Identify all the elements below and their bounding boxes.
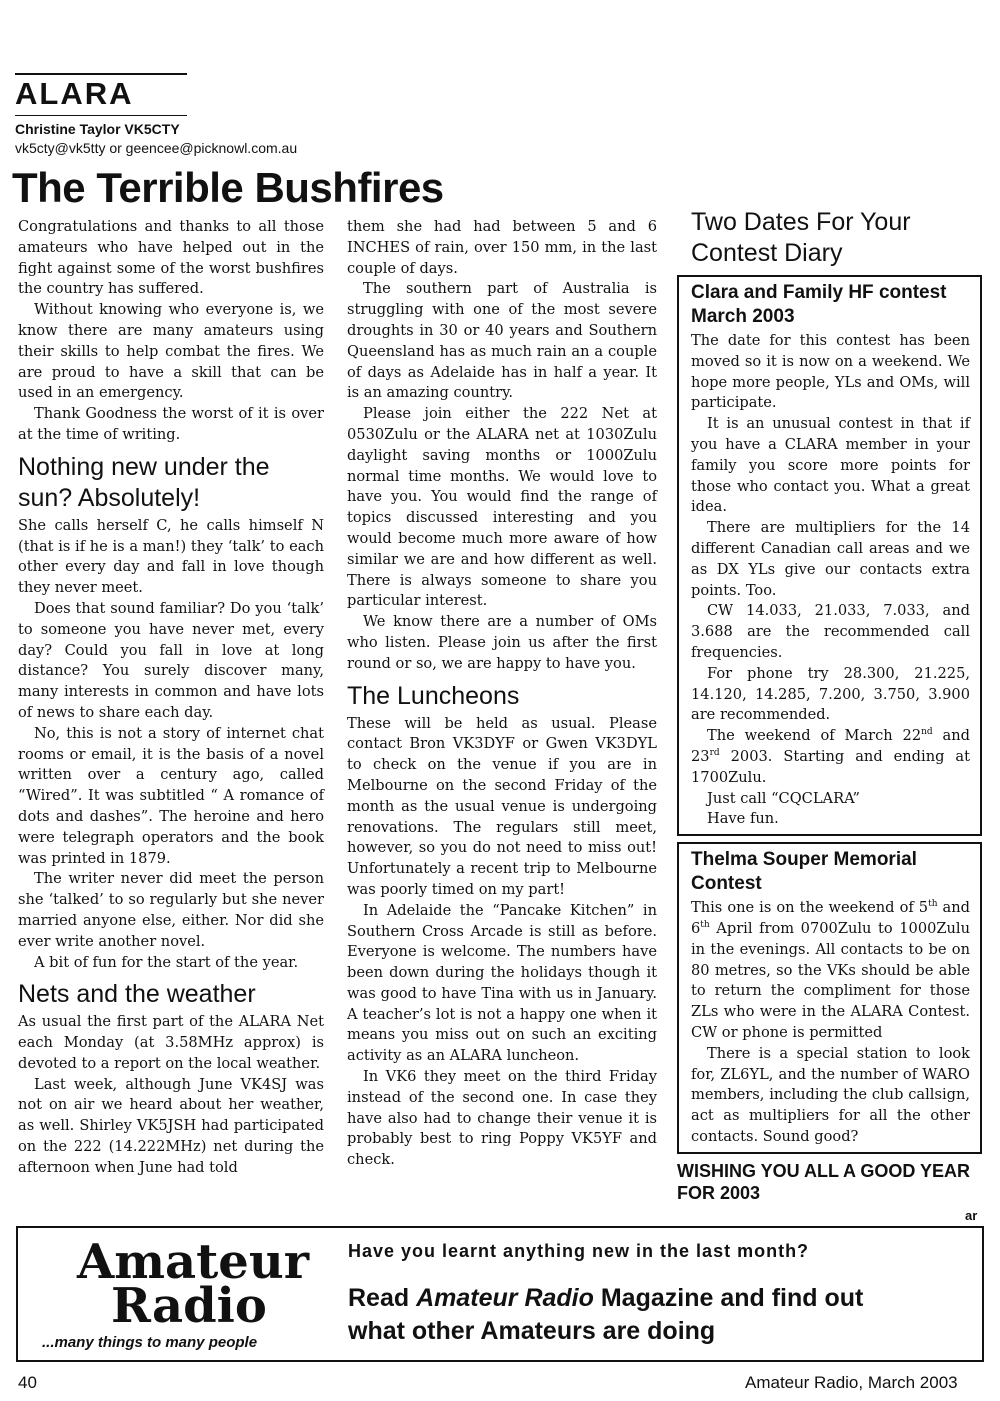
logo-line-2: Radio [111,1278,267,1326]
paragraph: She calls herself C, he calls himself N (that is if he is a man!) they ‘talk’ to each other every day and fall in love though they never meet. [18,516,324,597]
thelma-contest-title: Thelma Souper Memorial Contest [691,849,917,895]
paragraph: Does that sound familiar? Do you ‘talk’ to someone you have never met, every day? Could you fall in love at long distance? You surely discover many, many interests in common and have lots of news to share each day. [18,599,324,721]
page-number: 40 [18,1373,37,1392]
paragraph: The southern part of Australia is struggling with one of the most severe droughts in 30 or 40 years and Southern Queensland has as much rain an a couple of days as Adelaide has in half a year. It is an amazing country. [347,280,657,402]
author-name: Christine Taylor VK5CTY [15,121,180,137]
clara-contest-box [677,275,982,836]
section-name: ALARA [15,76,134,111]
header-rule-bottom [15,115,187,116]
paragraph: Have fun. [707,810,779,828]
paragraph: them she had had between 5 and 6 INCHES of rain, over 150 mm, in the last couple of days. [347,218,657,277]
paragraph: The weekend of March 22nd and 23rd 2003. Starting and ending at 1700Zulu. [691,727,970,786]
paragraph: In Adelaide the “Pancake Kitchen” in Southern Cross Arcade is still as before. Everyone is welcome. The numbers have been down during the holidays though it was good to have Tina with us in January. A teacher’s lot is not a happy one when it means you miss out on such an exciting activity as an ALARA luncheon. [347,901,657,1065]
paragraph: Just call “CQCLARA” [707,789,860,807]
paragraph: For phone try 28.300, 21.225, 14.120, 14.285, 7.200, 3.750, 3.900 are recommended. [691,664,970,724]
paragraph: There is a special station to look for, ZL6YL, and the number of WARO members, including the club callsign, act as multipliers for all the other contacts. Sound good? [691,1044,970,1145]
ad-line-1: Read Amateur Radio Magazine and find out [348,1284,864,1312]
paragraph: These will be held as usual. Please contact Bron VK3DYF or Gwen VK3DYL to check on the venue if you are in Melbourne on the second Friday of the month as the usual venue is undergoing renovations. The regulars still meet, however, so you do not need to miss out! Unfortunately a recent trip to Melbourne was poorly timed on my part! [347,714,657,898]
paragraph: It is an unusual contest in that if you have a CLARA member in your family you score more points for those who contact you. What a great idea. [691,415,970,516]
wishing-banner: WISHING YOU ALL A GOOD YEAR FOR 2003 [677,1160,971,1203]
paragraph: Last week, although June VK4SJ was not on air we heard about her weather, as well. Shirley VK5JSH had participated on the 222 (14.222MHz) net during the afternoon when June had told [18,1075,324,1176]
publication-info: Amateur Radio, March 2003 [745,1373,958,1392]
section-heading-luncheons: The Luncheons [347,681,520,710]
paragraph: As usual the first part of the ALARA Net each Monday (at 3.58MHz approx) is devoted to a report on the local weather. [18,1013,324,1072]
paragraph: CW 14.033, 21.033, 7.033, and 3.688 are the recommended call frequencies. [691,602,970,661]
paragraph: We know there are a number of OMs who listen. Please join us after the first round or so, we are happy to have you. [347,613,657,672]
paragraph: Thank Goodness the worst of it is over at the time of writing. [18,405,324,443]
paragraph: There are multipliers for the 14 different Canadian call areas and we as DX YLs give our contacts extra points. Too. [691,519,970,599]
column-2 [347,217,657,1171]
section-heading-nets: Nets and the weather [18,980,256,1009]
header-rule-top [15,73,187,75]
paragraph: In VK6 they meet on the third Friday instead of the second one. In case they have also had to change their venue it is probably best to ring Poppy VK5YF and check. [347,1068,657,1169]
thelma-contest-box [677,842,982,1154]
section-heading-sun: Nothing new under the sun? Absolutely! [18,452,270,512]
article-title: The Terrible Bushfires [12,164,444,211]
end-mark: ar [965,1208,978,1223]
paragraph: A bit of fun for the start of the year. [34,953,299,971]
paragraph: Please join either the 222 Net at 0530Zulu or the ALARA net at 1030Zulu daylight saving months or 1000Zulu normal time months. We would love to have you. You would find the range of topics discussed interesting and you would become much more aware of how similar we are and how different as well. There is always someone to share you particular interest. [347,405,657,610]
paragraph: The writer never did meet the person she ‘talked’ to so regularly but she never married anyone else, either. Nor did she ever write another novel. [18,870,324,950]
paragraph: Without knowing who everyone is, we know there are many amateurs using their skills to help combat the fires. We are proud to have a skill that can be used in an emergency. [18,301,324,402]
amateur-radio-logo [73,1236,313,1326]
ad-line-2: what other Amateurs are doing [348,1317,716,1345]
paragraph: No, this is not a story of internet chat rooms or email, it is the basis of a novel written over a century ago, called “Wired”. It was subtitled “ A romance of dots and dashes”. The heroine and hero were telegraph operators and the book was printed in 1879. [18,724,324,867]
ad-question: Have you learnt anything new in the last month? [348,1241,810,1261]
clara-contest-title: Clara and Family HF contest March 2003 [691,282,947,327]
column-3 [677,207,982,1204]
author-emails: vk5cty@vk5tty or geencee@picknowl.com.au [15,140,298,156]
ad-tagline: ...many things to many people [42,1334,258,1351]
column-1 [18,217,324,1179]
paragraph: This one is on the weekend of 5th and 6th April from 0700Zulu to 1000Zulu in the evenings. All contacts to be on 80 metres, so the VKs should be able to return the compliment for those ZLs who were in the ALARA Contest. CW or phone is permitted [691,899,970,1041]
amateur-radio-ad [16,1226,984,1362]
paragraph: The date for this contest has been moved so it is now on a weekend. We hope more people, YLs and OMs, will participate. [691,332,970,412]
paragraph: Congratulations and thanks to all those amateurs who have helped out in the fight against some of the worst bushfires the country has suffered. [18,218,324,298]
logo-line-1: Amateur [77,1236,310,1290]
section-heading-contest-diary: Two Dates For Your Contest Diary [691,208,911,267]
